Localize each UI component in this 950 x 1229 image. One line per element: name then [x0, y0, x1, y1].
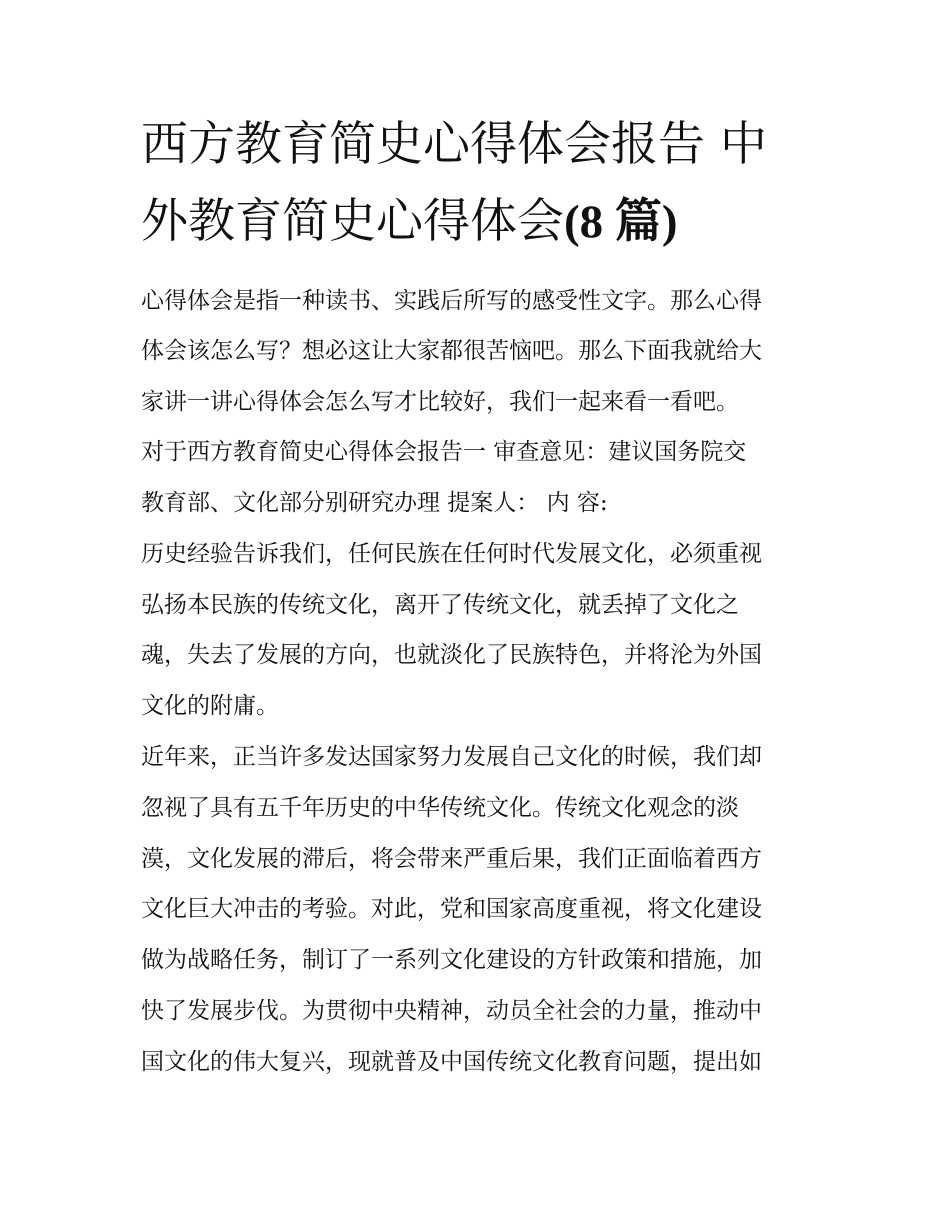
body-line: 魂，失去了发展的方向，也就淡化了民族特色，并将沦为外国 — [141, 642, 762, 668]
body-line: 历史经验告诉我们，任何民族在任何时代发展文化，必须重视 — [141, 541, 762, 567]
body-line: 弘扬本民族的传统文化，离开了传统文化，就丢掉了文化之 — [141, 592, 739, 618]
body-line: 教育部、文化部分别研究办理 提案人： 内 容: — [141, 490, 608, 516]
body-line: 对于西方教育简史心得体会报告一 审查意见：建议国务院交 — [141, 439, 747, 465]
body-line: 漠，文化发展的滞后，将会带来严重后果，我们正面临着西方 — [141, 846, 762, 872]
body-line: 快了发展步伐。为贯彻中央精神，动员全社会的力量，推动中 — [141, 998, 762, 1024]
body-line: 国文化的伟大复兴，现就普及中国传统文化教育问题，提出如 — [141, 1049, 762, 1075]
body-line: 近年来，正当许多发达国家努力发展自己文化的时候，我们却 — [141, 744, 762, 770]
document-title-line-2-text: 外教育简史心得体会 — [141, 194, 564, 249]
body-line: 体会该怎么写？想必这让大家都很苦恼吧。那么下面我就给大 — [141, 338, 762, 364]
body-line: 心得体会是指一种读书、实践后所写的感受性文字。那么心得 — [141, 288, 762, 314]
body-line: 家讲一讲心得体会怎么写才比较好，我们一起来看一看吧。 — [141, 389, 739, 415]
body-line: 忽视了具有五千年历史的中华传统文化。传统文化观念的淡 — [141, 795, 739, 821]
body-line: 文化巨大冲击的考验。对此，党和国家高度重视，将文化建设 — [141, 896, 762, 922]
document-title-count: (8 篇) — [564, 196, 678, 248]
body-line: 文化的附庸。 — [141, 693, 279, 719]
body-line: 做为战略任务，制订了一系列文化建设的方针政策和措施，加 — [141, 947, 762, 973]
document-title-line-2 — [141, 192, 678, 252]
document-title-line-1: 西方教育简史心得体会报告 中 — [141, 117, 767, 172]
